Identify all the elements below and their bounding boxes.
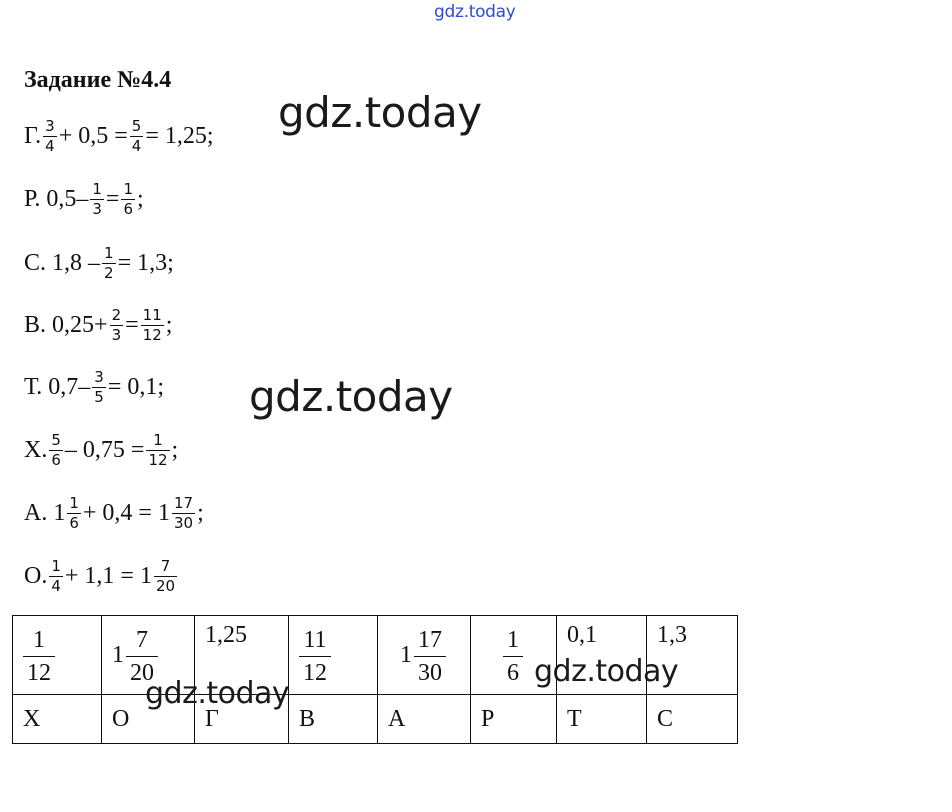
table-cell: В	[289, 695, 378, 744]
line-letter: В.	[24, 311, 47, 338]
expression-part: = 1,25;	[145, 122, 214, 149]
solution-line-a	[24, 483, 204, 543]
watermark: gdz.today	[278, 88, 482, 137]
table-cell: Т	[557, 695, 647, 744]
fraction: $\frac{1}{3}$	[92, 179, 102, 218]
fraction: $\frac{3}{5}$	[94, 367, 104, 406]
table-cell: Р	[471, 695, 557, 744]
solution-line-v	[24, 295, 172, 355]
line-letter: А.	[24, 499, 48, 526]
expression-part: 0,5–	[46, 185, 89, 212]
fraction: $\frac{1}{2}$	[104, 243, 114, 282]
solution-line-s	[24, 233, 174, 293]
watermark: gdz.today	[249, 372, 453, 421]
solution-line-o	[24, 546, 179, 606]
table-cell: 1 $\frac{7}{20}$	[102, 616, 195, 695]
page-title: Задание №4.4	[24, 67, 172, 93]
fraction: $\frac{5}{4}$	[131, 116, 142, 155]
table-cell: $\frac{11}{12}$	[289, 616, 378, 695]
expression-part: =	[125, 311, 139, 338]
header-watermark: gdz.today	[434, 2, 516, 22]
fraction: $\frac{11}{12}$	[142, 305, 162, 344]
table-cell: Г	[195, 695, 289, 744]
fraction: $\frac{3}{4}$	[45, 116, 55, 155]
fraction: $\frac{1}{6}$	[69, 493, 79, 532]
expression-part: 0,25+	[52, 311, 108, 338]
expression-part: ;	[197, 499, 204, 526]
table-cell: Х	[13, 695, 102, 744]
solution-line-g	[24, 106, 214, 166]
table-cell: $\frac{1}{12}$	[13, 616, 102, 695]
expression-part: 0,7–	[48, 373, 91, 400]
line-letter: С.	[24, 249, 47, 276]
expression-part: ;	[165, 311, 173, 338]
line-letter: Р.	[24, 185, 41, 212]
expression-part: – 0,75 =	[64, 436, 145, 463]
answer-table	[12, 615, 738, 744]
expression-part: + 0,4 = 1	[82, 499, 170, 526]
line-letter: О.	[24, 562, 48, 589]
expression-part: 1	[53, 499, 66, 526]
fraction: $\frac{17}{30}$	[173, 493, 194, 532]
table-row-values	[13, 616, 738, 695]
watermark: gdz.today	[145, 676, 290, 711]
fraction: $\frac{1}{4}$	[51, 556, 61, 595]
expression-part: = 0,1;	[107, 373, 165, 400]
expression-part: ;	[137, 185, 144, 212]
table-cell: 1,3	[647, 616, 738, 695]
fraction: $\frac{5}{6}$	[51, 430, 61, 469]
expression-part: ;	[171, 436, 179, 463]
line-letter: Х.	[24, 436, 48, 463]
solution-line-t	[24, 357, 164, 417]
expression-part: + 1,1 = 1	[64, 562, 152, 589]
line-letter: Т.	[24, 373, 43, 400]
solution-line-kh	[24, 420, 178, 480]
expression-part: = 1,3;	[117, 249, 174, 276]
expression-part: 1,8 –	[52, 249, 101, 276]
table-cell: 0,1	[557, 616, 647, 695]
table-cell: $\frac{1}{6}$	[471, 616, 557, 695]
table-cell: 1,25	[195, 616, 289, 695]
fraction: $\frac{2}{3}$	[111, 305, 122, 344]
fraction: $\frac{1}{6}$	[123, 179, 133, 218]
fraction: $\frac{1}{12}$	[148, 430, 168, 469]
table-cell: С	[647, 695, 738, 744]
line-letter: Г.	[24, 122, 42, 149]
watermark: gdz.today	[534, 654, 679, 689]
solution-line-r	[24, 169, 144, 229]
expression-part: =	[105, 185, 120, 212]
fraction: $\frac{7}{20}$	[155, 556, 176, 595]
expression-part: + 0,5 =	[58, 122, 128, 149]
table-cell: О	[102, 695, 195, 744]
table-cell: 1 $\frac{17}{30}$	[378, 616, 471, 695]
table-cell: А	[378, 695, 471, 744]
table-row-letters	[13, 695, 738, 744]
